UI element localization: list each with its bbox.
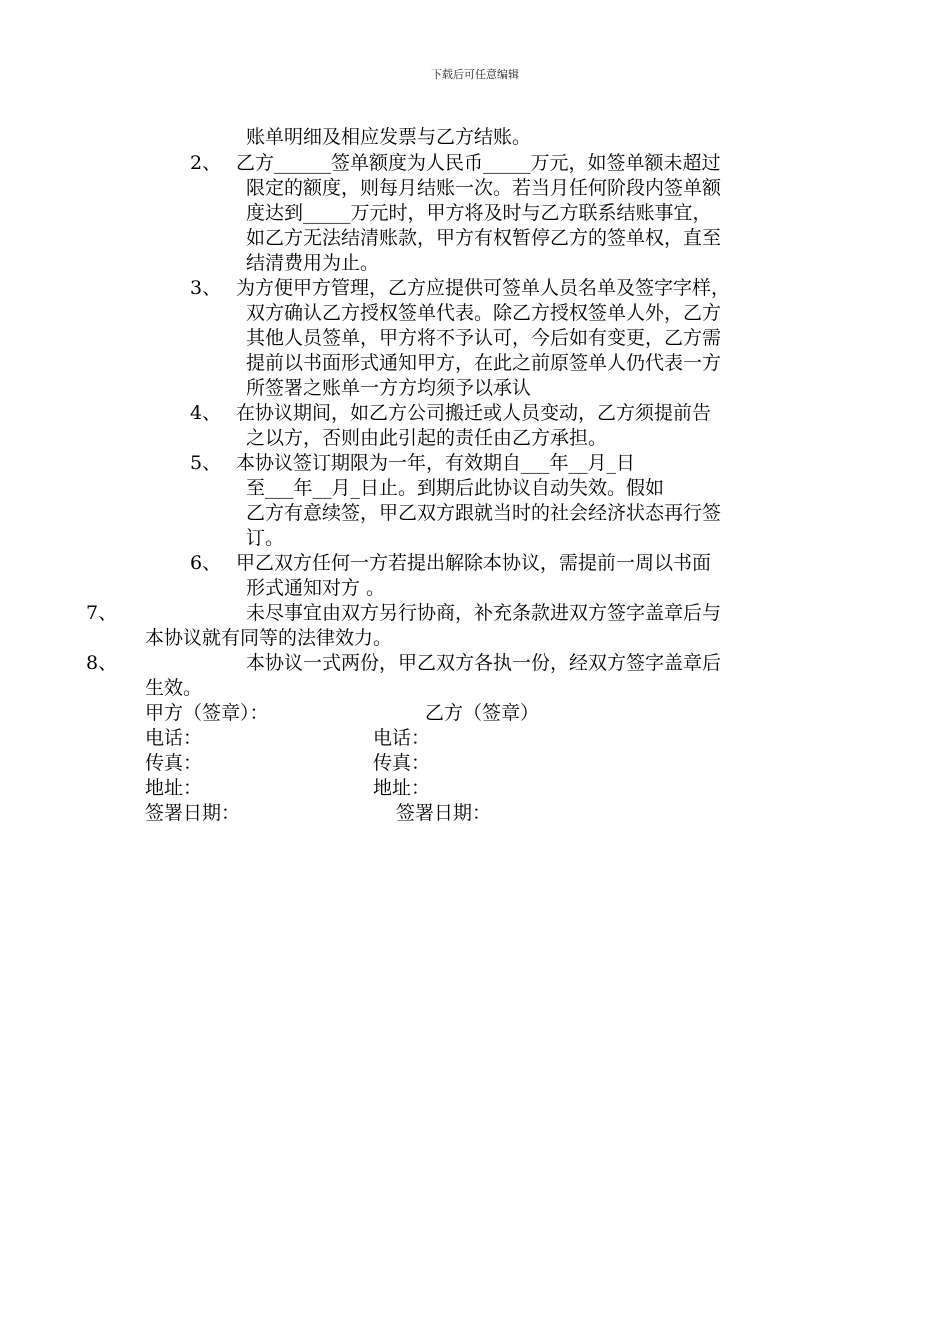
clause-line: 在协议期间，如乙方公司搬迁或人员变动，乙方须提前告 xyxy=(236,402,712,424)
clause-number: 3、 xyxy=(190,277,222,299)
clause-number: 2、 xyxy=(190,152,222,174)
clause-line: 限定的额度，则每月结账一次。若当月任何阶段内签单额 xyxy=(246,177,722,199)
party-a-address-label: 地址： xyxy=(145,777,203,799)
clause-line: 如乙方无法结清账款，甲方有权暂停乙方的签单权，直至 xyxy=(246,227,722,249)
clause-line: 本协议一式两份，甲乙双方各执一份，经双方签字盖章后 xyxy=(246,652,722,674)
clause-line: 未尽事宜由双方另行协商，补充条款进双方签字盖章后与 xyxy=(246,602,722,624)
clause-line: 所签署之账单一方方均须予以承认 xyxy=(246,377,532,399)
clause-number: 4、 xyxy=(190,402,222,424)
clause-line: 账单明细及相应发票与乙方结账。 xyxy=(246,126,532,148)
clause-line: 本协议签订期限为一年，有效期自___年__月_日 xyxy=(236,452,636,474)
party-a-fax-label: 传真： xyxy=(145,752,203,774)
clause-line: 订。 xyxy=(246,527,285,549)
party-b-address-label: 地址： xyxy=(373,777,431,799)
clause-number: 7、 xyxy=(86,602,118,624)
page-header: 下载后可任意编辑 xyxy=(431,68,519,81)
clause-line: 结清费用为止。 xyxy=(246,252,380,274)
clause-number: 8、 xyxy=(86,652,118,674)
clause-line: 为方便甲方管理，乙方应提供可签单人员名单及签字字样， xyxy=(236,277,731,299)
clause-line: 乙方有意续签，甲乙双方跟就当时的社会经济状态再行签 xyxy=(246,502,722,524)
clause-line: 乙方______签单额度为人民币_____万元，如签单额未超过 xyxy=(236,152,721,174)
clause-line: 形式通知对方 。 xyxy=(246,577,386,599)
clause-number: 5、 xyxy=(190,452,222,474)
clause-line: 提前以书面形式通知甲方，在此之前原签单人仍代表一方 xyxy=(246,352,722,374)
party-b-signature-label: 乙方（签章） xyxy=(425,702,540,724)
clause-line: 生效。 xyxy=(145,677,203,699)
clause-line: 本协议就有同等的法律效力。 xyxy=(145,627,393,649)
clause-line: 其他人员签单，甲方将不予认可，今后如有变更，乙方需 xyxy=(246,327,722,349)
party-a-signature-label: 甲方（签章）： xyxy=(145,702,269,724)
clause-line: 度达到_____万元时，甲方将及时与乙方联系结账事宜， xyxy=(246,202,712,224)
clause-line: 至___年__月_日止。到期后此协议自动失效。假如 xyxy=(246,477,665,499)
party-b-phone-label: 电话： xyxy=(373,727,431,749)
party-a-date-label: 签署日期： xyxy=(145,802,241,824)
clause-number: 6、 xyxy=(190,552,222,574)
party-b-fax-label: 传真： xyxy=(373,752,431,774)
party-a-phone-label: 电话： xyxy=(145,727,203,749)
clause-line: 甲乙双方任何一方若提出解除本协议，需提前一周以书面 xyxy=(236,552,712,574)
clause-line: 之以方，否则由此引起的责任由乙方承担。 xyxy=(246,427,608,449)
clause-line: 双方确认乙方授权签单代表。除乙方授权签单人外，乙方 xyxy=(246,302,722,324)
party-b-date-label: 签署日期： xyxy=(396,802,492,824)
